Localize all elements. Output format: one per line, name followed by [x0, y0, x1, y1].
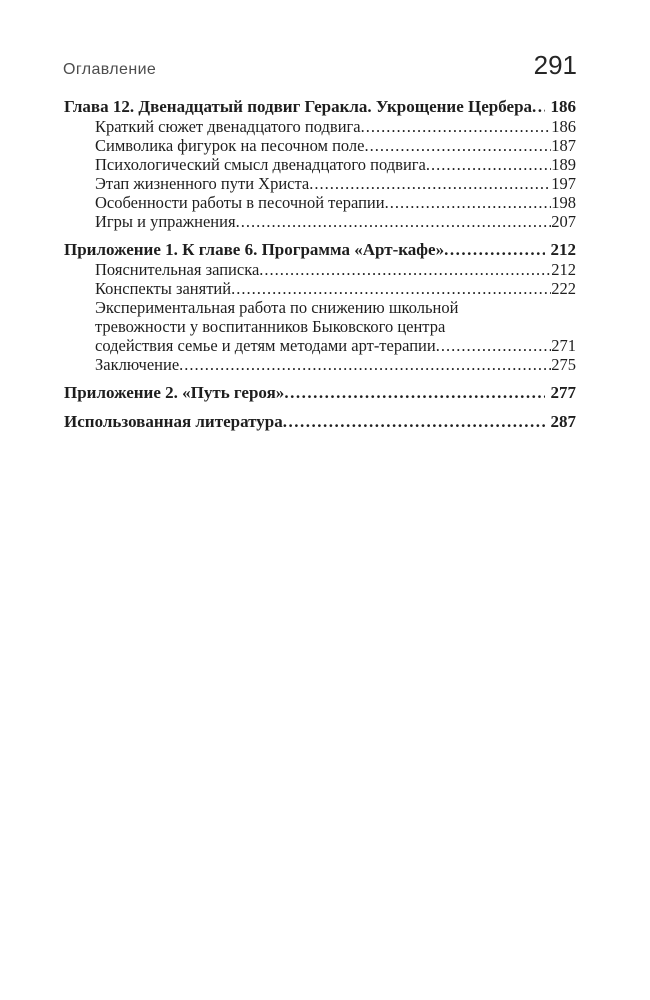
toc-dot-leader	[361, 117, 552, 136]
toc-entry-title: Особенности работы в песочной терапии	[95, 193, 385, 212]
page-number: 291	[533, 50, 577, 80]
toc-entry-page-number: 222	[551, 279, 576, 298]
toc-dot-leader	[283, 412, 545, 432]
toc-entry-wrapped-line: Экспериментальная работа по снижению школьной	[95, 298, 459, 317]
toc-entry-wrapped-line: тревожности у воспитанников Быковского центра	[95, 317, 446, 336]
toc-entry-page-number: 212	[551, 260, 576, 279]
toc-entry	[64, 97, 576, 117]
toc-entry-title: Игры и упражнения	[95, 212, 236, 231]
toc-entry	[64, 174, 576, 193]
toc-dot-leader	[236, 212, 552, 231]
toc-dot-leader	[436, 336, 552, 355]
toc-entry-title: Этап жизненного пути Христа	[95, 174, 310, 193]
toc-entry-title: Заключение	[95, 355, 180, 374]
toc-entry	[64, 117, 576, 136]
toc-dot-leader	[284, 383, 544, 403]
toc-entry-title: Конспекты занятий	[95, 279, 232, 298]
toc-entry-page-number: 197	[551, 174, 576, 193]
toc-entry-title: Приложение 2. «Путь героя»	[64, 383, 285, 402]
toc-entry-title: Приложение 1. К главе 6. Программа «Арт-кафе»	[64, 240, 445, 259]
toc-entry-title: Психологический смысл двенадцатого подвига	[95, 155, 426, 174]
toc-dot-leader	[444, 240, 544, 260]
toc-entry	[64, 193, 576, 212]
toc-entry	[64, 240, 576, 260]
toc-entry-title: Краткий сюжет двенадцатого подвига	[95, 117, 361, 136]
running-header	[0, 0, 650, 81]
toc-entry-page-number: 212	[550, 240, 576, 259]
toc-dot-leader	[179, 355, 551, 374]
toc-entry-title: Пояснительная записка	[95, 260, 260, 279]
toc-entry	[64, 260, 576, 279]
toc-entry-page-number: 187	[551, 136, 576, 155]
toc-entry-title: Символика фигурок на песочном поле	[95, 136, 365, 155]
toc-dot-leader	[532, 97, 544, 117]
toc-dot-leader	[426, 155, 551, 174]
toc-entry-title: Глава 12. Двенадцатый подвиг Геракла. Укрощение Цербера	[64, 97, 533, 116]
toc-entry	[64, 279, 576, 298]
running-header-section-label: Оглавление	[63, 61, 157, 78]
toc-entry-page-number: 189	[551, 155, 576, 174]
toc-entry-page-number: 186	[550, 97, 576, 116]
toc-entry-page-number: 186	[551, 117, 576, 136]
toc-dot-leader	[231, 279, 551, 298]
toc-entry-page-number: 207	[551, 212, 576, 231]
toc-entry-title: Использованная литература	[64, 412, 283, 431]
toc-dot-leader	[365, 136, 552, 155]
toc-entry	[64, 383, 576, 403]
toc-dot-leader	[259, 260, 551, 279]
toc-list	[0, 81, 650, 432]
toc-entry	[64, 336, 576, 355]
toc-entry	[64, 136, 576, 155]
toc-entry	[64, 412, 576, 432]
toc-entry-title: содействия семье и детям методами арт-терапии	[95, 336, 436, 355]
toc-entry-page-number: 277	[550, 383, 576, 402]
toc-entry-page-number: 275	[551, 355, 576, 374]
toc-entry-page-number: 198	[551, 193, 576, 212]
toc-entry	[64, 355, 576, 374]
toc-dot-leader	[385, 193, 552, 212]
toc-entry	[64, 155, 576, 174]
toc-dot-leader	[309, 174, 551, 193]
toc-entry	[64, 212, 576, 231]
toc-entry-page-number: 287	[550, 412, 576, 431]
toc-entry-page-number: 271	[551, 336, 576, 355]
